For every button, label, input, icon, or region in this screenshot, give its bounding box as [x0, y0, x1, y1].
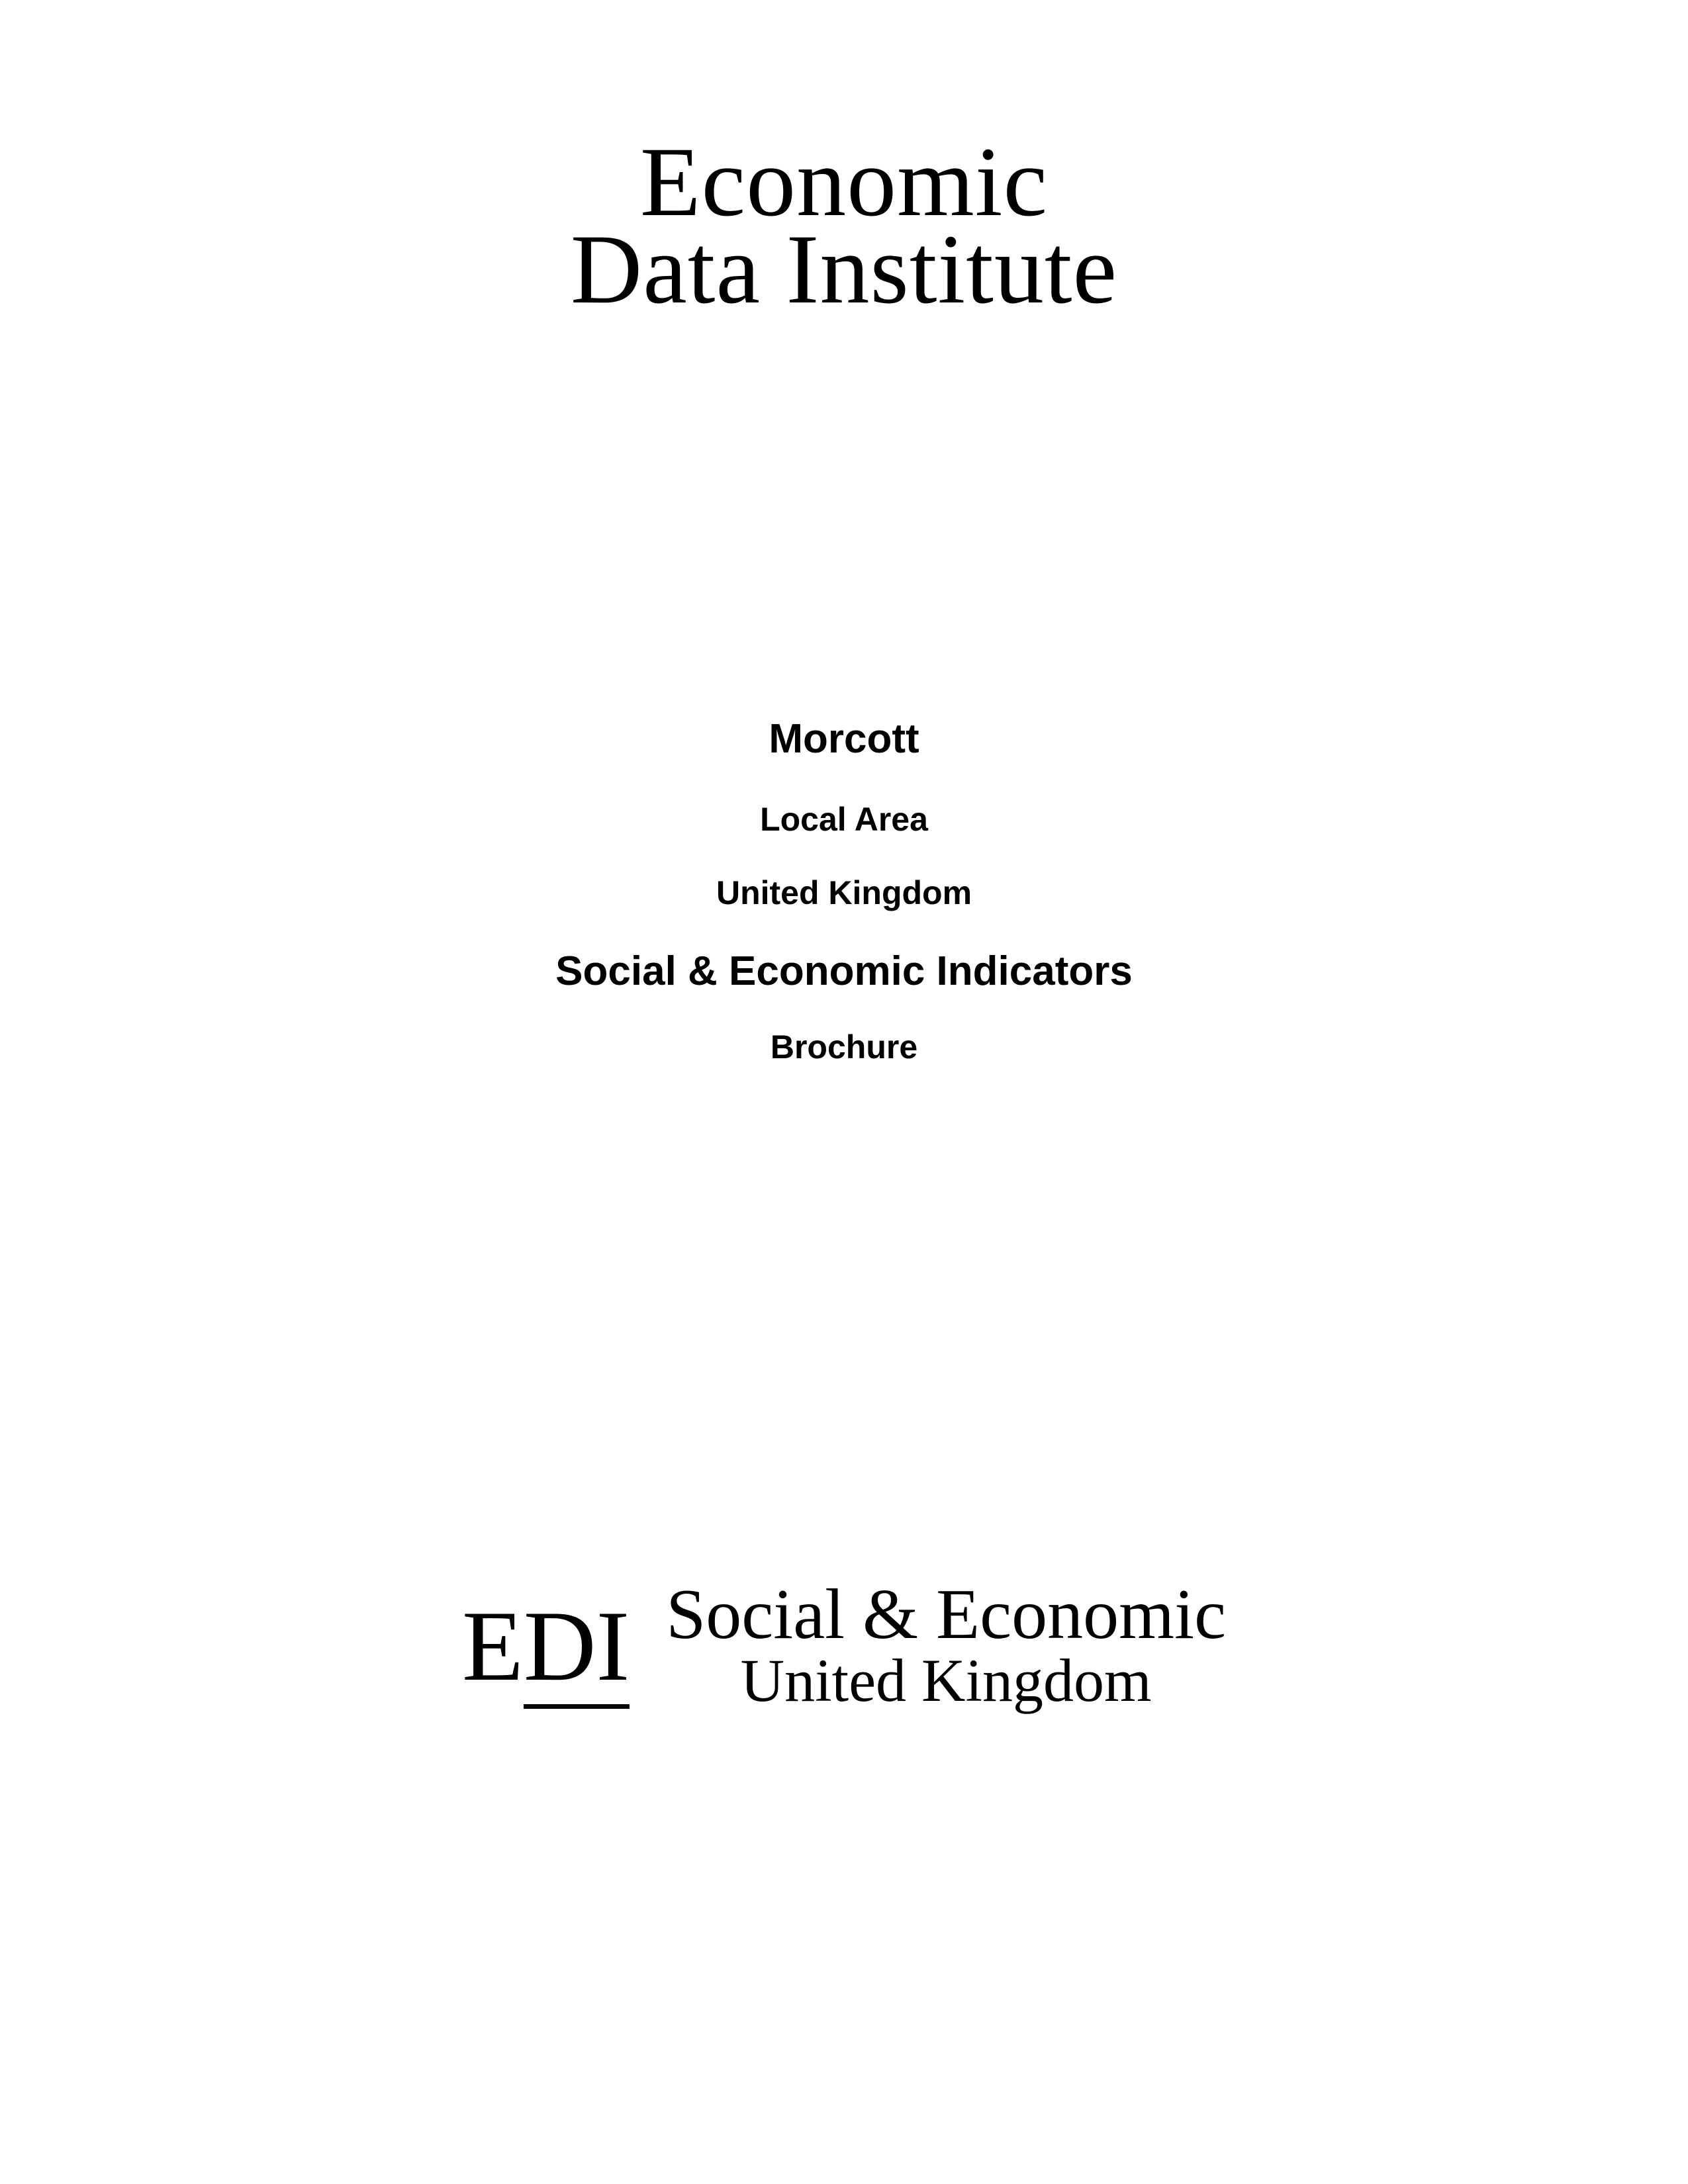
edi-acronym-di: DI [524, 1590, 630, 1709]
subject-label: Social & Economic Indicators [555, 948, 1133, 994]
publisher-logo-line-2: Data Institute [570, 214, 1118, 324]
brand-tagline [666, 1575, 1227, 1715]
brand-tagline-line-2: United Kingdom [740, 1647, 1152, 1715]
publisher-logo-line-1: Economic [639, 127, 1049, 237]
edi-acronym [461, 1590, 630, 1703]
brand-tagline-line-1: Social & Economic [666, 1575, 1227, 1654]
brand-lockup [0, 1575, 1688, 1715]
publisher-logo [0, 127, 1688, 324]
country-label: United Kingdom [716, 874, 972, 912]
page-title: Morcott [769, 716, 919, 762]
cover-title-block [0, 711, 1688, 1070]
area-type-label: Local Area [760, 800, 928, 838]
document-type-label: Brochure [770, 1028, 918, 1066]
edi-acronym-e: E [461, 1590, 524, 1702]
